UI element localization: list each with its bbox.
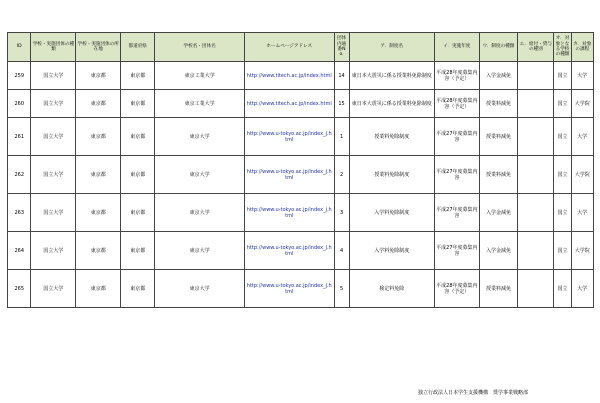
cell-location: 東京都	[76, 270, 121, 308]
cell-year: 平成27年度募集内容	[434, 118, 479, 156]
cell-prefecture: 東京都	[121, 62, 155, 90]
cell-grant-loan	[518, 118, 554, 156]
table-row	[8, 232, 594, 270]
cell-serial: 3	[334, 194, 349, 232]
cell-location: 東京都	[76, 156, 121, 194]
cell-target-school: 国立	[554, 270, 571, 308]
cell-target-school: 国立	[554, 90, 571, 118]
cell-prefecture: 東京都	[121, 194, 155, 232]
cell-id: 264	[8, 232, 31, 270]
cell-homepage[interactable]: http://www.u-tokyo.ac.jp/index_j.html	[244, 118, 334, 156]
table-header-row	[8, 33, 594, 62]
cell-location: 東京都	[76, 194, 121, 232]
cell-location: 東京都	[76, 90, 121, 118]
document-sheet	[7, 32, 594, 308]
cell-prefecture: 東京都	[121, 90, 155, 118]
header-id: ID	[8, 33, 31, 62]
cell-program-name: 入学料免除制度	[349, 194, 434, 232]
cell-grant-loan	[518, 90, 554, 118]
cell-school-type: 国立大学	[31, 62, 76, 90]
cell-id: 263	[8, 194, 31, 232]
cell-program-type: 授業料減免	[479, 270, 517, 308]
cell-serial: 5	[334, 270, 349, 308]
cell-program-name: 東日本大震災に係る授業料免除制度	[349, 62, 434, 90]
cell-program-type: 入学金減免	[479, 194, 517, 232]
table-row	[8, 90, 594, 118]
header-year: イ．実施年度	[434, 33, 479, 62]
cell-program-type: 授業料減免	[479, 90, 517, 118]
cell-year: 平成27年度募集内容	[434, 156, 479, 194]
cell-target-school: 国立	[554, 156, 571, 194]
header-prefecture: 都道府県	[121, 33, 155, 62]
table-row	[8, 270, 594, 308]
cell-id: 260	[8, 90, 31, 118]
cell-homepage[interactable]: http://www.u-tokyo.ac.jp/index_j.html	[244, 232, 334, 270]
cell-location: 東京都	[76, 62, 121, 90]
cell-homepage[interactable]: http://www.u-tokyo.ac.jp/index_j.html	[244, 194, 334, 232]
table-row	[8, 118, 594, 156]
header-target-course: カ．対象の課程	[571, 33, 593, 62]
cell-target-school: 国立	[554, 62, 571, 90]
cell-school-type: 国立大学	[31, 118, 76, 156]
cell-prefecture: 東京都	[121, 270, 155, 308]
cell-grant-loan	[518, 270, 554, 308]
cell-homepage[interactable]: http://www.titech.ac.jp/index.html	[244, 90, 334, 118]
cell-target-school: 国立	[554, 194, 571, 232]
cell-target-course: 大学	[571, 62, 593, 90]
cell-program-name: 授業料免除制度	[349, 156, 434, 194]
cell-target-school: 国立	[554, 232, 571, 270]
cell-serial: 4	[334, 232, 349, 270]
cell-target-course: 大学	[571, 270, 593, 308]
cell-school-name: 東京工業大学	[155, 62, 245, 90]
cell-serial: 14	[334, 62, 349, 90]
scholarship-table	[7, 32, 594, 308]
header-target-school: オ．対象となる学校の種類	[554, 33, 571, 62]
cell-grant-loan	[518, 194, 554, 232]
cell-location: 東京都	[76, 232, 121, 270]
table-row	[8, 62, 594, 90]
header-grant-loan: エ．給付・貸与の種別	[518, 33, 554, 62]
cell-school-name: 東京大学	[155, 156, 245, 194]
cell-target-course: 大学院	[571, 90, 593, 118]
cell-school-name: 東京大学	[155, 232, 245, 270]
header-homepage: ホームページアドレス	[244, 33, 334, 62]
cell-target-course: 大学	[571, 194, 593, 232]
cell-program-name: 授業料免除制度	[349, 118, 434, 156]
cell-location: 東京都	[76, 118, 121, 156]
cell-grant-loan	[518, 156, 554, 194]
cell-school-type: 国立大学	[31, 270, 76, 308]
cell-serial: 15	[334, 90, 349, 118]
cell-homepage[interactable]: http://www.u-tokyo.ac.jp/index_j.html	[244, 270, 334, 308]
cell-school-type: 国立大学	[31, 90, 76, 118]
cell-year: 平成27年度募集内容	[434, 232, 479, 270]
cell-program-name: 東日本大震災に係る授業料免除制度	[349, 90, 434, 118]
cell-year: 平成28年度募集内容（予定）	[434, 90, 479, 118]
header-location: 学校・実施団体の所在地	[76, 33, 121, 62]
cell-id: 259	[8, 62, 31, 90]
cell-target-course: 大学	[571, 118, 593, 156]
cell-school-type: 国立大学	[31, 194, 76, 232]
cell-school-name: 東京大学	[155, 194, 245, 232]
cell-program-name: 検定料免除	[349, 270, 434, 308]
cell-year: 平成27年度募集内容	[434, 194, 479, 232]
cell-year: 平成28年度募集内容（予定）	[434, 62, 479, 90]
cell-target-school: 国立	[554, 118, 571, 156]
cell-id: 265	[8, 270, 31, 308]
header-school-name: 学校名・団体名	[155, 33, 245, 62]
cell-prefecture: 東京都	[121, 156, 155, 194]
cell-grant-loan	[518, 232, 554, 270]
cell-serial: 1	[334, 118, 349, 156]
cell-prefecture: 東京都	[121, 118, 155, 156]
cell-program-type: 入学金減免	[479, 232, 517, 270]
header-serial: 団体内通番No.	[334, 33, 349, 62]
header-program-name: ア．制度名	[349, 33, 434, 62]
cell-school-type: 国立大学	[31, 156, 76, 194]
cell-school-type: 国立大学	[31, 232, 76, 270]
cell-id: 262	[8, 156, 31, 194]
cell-school-name: 東京工業大学	[155, 90, 245, 118]
cell-homepage[interactable]: http://www.u-tokyo.ac.jp/index_j.html	[244, 156, 334, 194]
cell-school-name: 東京大学	[155, 270, 245, 308]
cell-school-name: 東京大学	[155, 118, 245, 156]
cell-program-type: 授業料減免	[479, 156, 517, 194]
cell-year: 平成28年度募集内容（予定）	[434, 270, 479, 308]
cell-target-course: 大学院	[571, 156, 593, 194]
cell-id: 261	[8, 118, 31, 156]
cell-grant-loan	[518, 62, 554, 90]
table-body	[8, 62, 594, 308]
header-school-type: 学校・実施団体の種類	[31, 33, 76, 62]
footer-organization: 独立行政法人日本学生支援機構 奨学事業戦略部	[418, 390, 529, 396]
cell-target-course: 大学院	[571, 232, 593, 270]
cell-serial: 2	[334, 156, 349, 194]
cell-program-name: 入学料免除制度	[349, 232, 434, 270]
table-row	[8, 156, 594, 194]
table-row	[8, 194, 594, 232]
cell-program-type: 入学金減免	[479, 62, 517, 90]
cell-homepage[interactable]: http://www.titech.ac.jp/index.html	[244, 62, 334, 90]
cell-program-type: 授業料減免	[479, 118, 517, 156]
cell-prefecture: 東京都	[121, 232, 155, 270]
header-program-type: ウ．制度の種類	[479, 33, 517, 62]
